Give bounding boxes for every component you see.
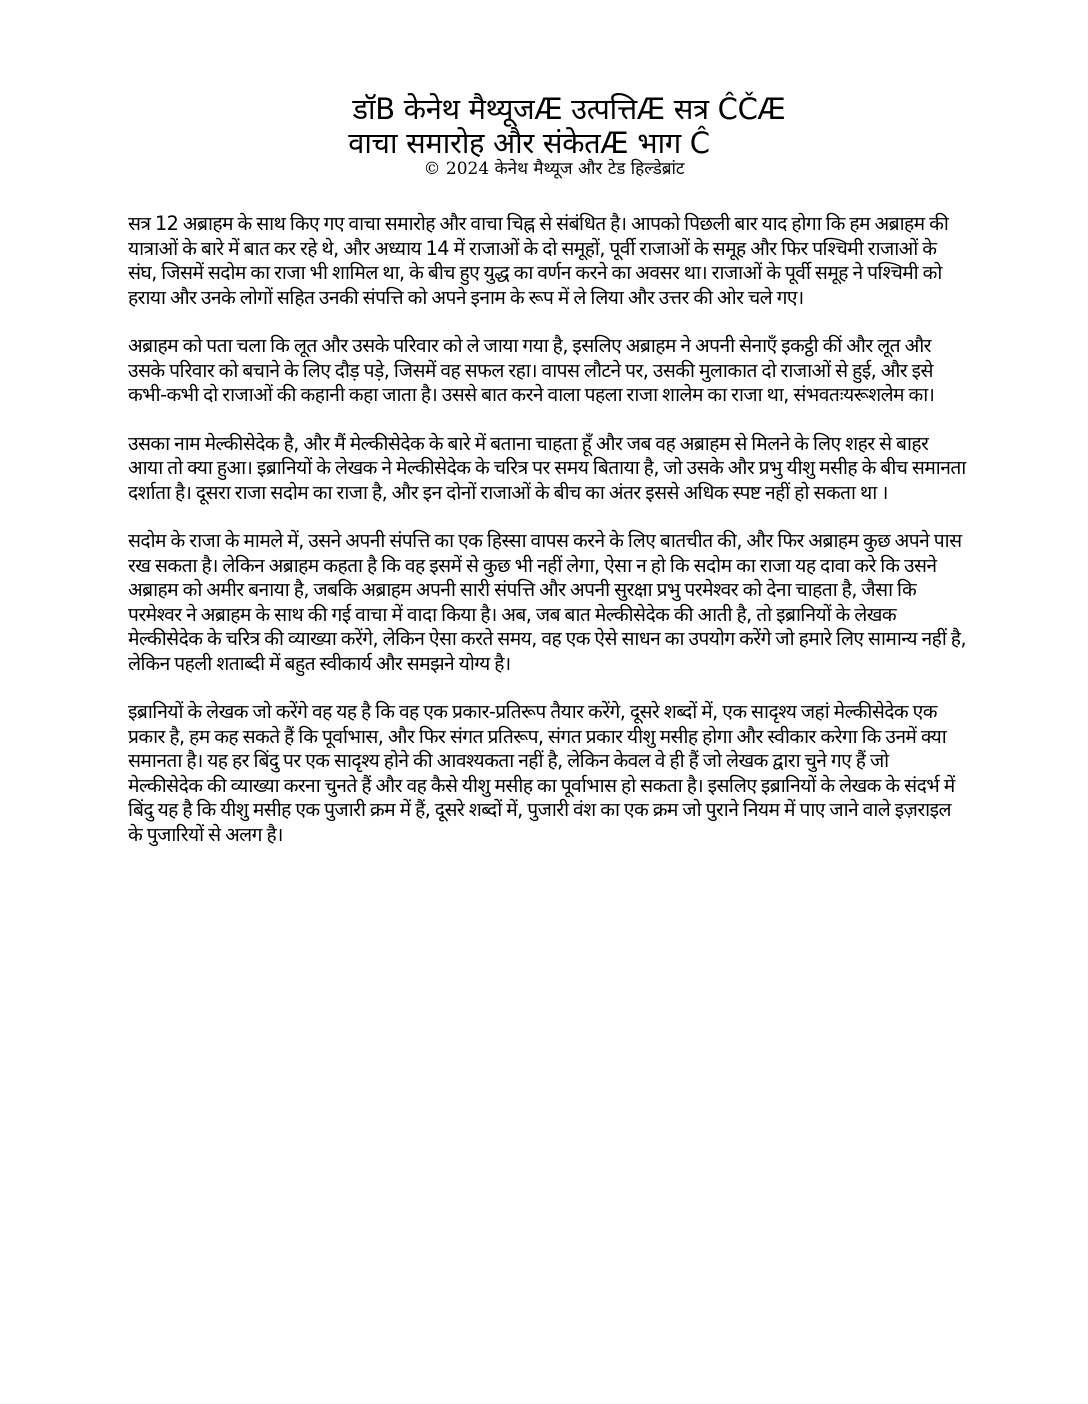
paragraph-3: उसका नाम मेल्कीसेदेक है, और मैं मेल्कीसेदेक के बारे में बताना चाहता हूँ और जब वह अब्राहम से मिलने के लिए शहर से बाहर आया तो क्या हुआ। इब्रानियों के लेखक ने मेल्कीसेदेक के चरित्र पर समय बिताया है, जो उसके और प्रभु यीशु मसीह के बीच समानता दर्शाता है। दूसरा राजा सदोम का राजा है, और इन दोनों राजाओं के बीच का अंतर इससे अधिक स्पष्ट नहीं हो सकता था ।: [128, 431, 966, 504]
document-title-line-2: वाचा समारोह और संकेतÆ भाग Ĉ: [348, 126, 710, 160]
document-title-line-1: डॉB केनेथ मैथ्यूजÆ उत्पत्तिÆ सत्र ĈČÆ: [352, 92, 786, 126]
paragraph-5: इब्रानियों के लेखक जो करेंगे वह यह है कि वह एक प्रकार-प्रतिरूप तैयार करेंगे, दूसरे शब्दों में, एक सादृश्य जहां मेल्कीसेदेक एक प्रकार है, हम कह सकते हैं कि पूर्वाभास, और फिर संगत प्रतिरूप, संगत प्रकार यीशु मसीह होगा और स्वीकार करेगा कि उनमें क्या समानता है। यह हर बिंदु पर एक सादृश्य होने की आवश्यकता नहीं है, लेकिन केवल वे ही हैं जो लेखक द्वारा चुने गए हैं जो मेल्कीसेदेक की व्याख्या करना चुनते हैं और वह कैसे यीशु मसीह का पूर्वाभास हो सकता है। इसलिए इब्रानियों के लेखक के संदर्भ में बिंदु यह है कि यीशु मसीह एक पुजारी क्रम में हैं, दूसरे शब्दों में, पुजारी वंश का एक क्रम जो पुराने नियम में पाए जाने वाले इज़राइल के पुजारियों से अलग है।: [128, 700, 955, 846]
copyright-notice: © 2024 केनेथ मैथ्यूज और टेड हिल्डेब्रांट: [423, 159, 685, 179]
paragraph-2: अब्राहम को पता चला कि लूत और उसके परिवार को ले जाया गया है, इसलिए अब्राहम ने अपनी सेनाएँ इकट्ठी कीं और लूत और उसके परिवार को बचाने के लिए दौड़ पड़े, जिसमें वह सफल रहा। वापस लौटने पर, उसकी मुलाकात दो राजाओं से हुई, और इसे कभी-कभी दो राजाओं की कहानी कहा जाता है। उससे बात करने वाला पहला राजा शालेम का राजा था, संभवतःयरूशलेम का।: [128, 334, 935, 406]
document-body: [128, 212, 966, 871]
paragraph-4: सदोम के राजा के मामले में, उसने अपनी संपत्ति का एक हिस्सा वापस करने के लिए बातचीत की, और फिर अब्राहम कुछ अपने पास रख सकता है। लेकिन अब्राहम कहता है कि वह इसमें से कुछ भी नहीं लेगा, ऐसा न हो कि सदोम का राजा यह दावा करे कि उसने अब्राहम को अमीर बनाया है, जबकि अब्राहम अपनी सारी संपत्ति और अपनी सुरक्षा प्रभु परमेश्वर को देना चाहता है, जैसा कि परमेश्वर ने अब्राहम के साथ की गई वाचा में वादा किया है। अब, जब बात मेल्कीसेदेक की आती है, तो इब्रानियों के लेखक मेल्कीसेदेक के चरित्र की व्याख्या करेंगे, लेकिन ऐसा करते समय, वह एक ऐसे साधन का उपयोग करेंगे जो हमारे लिए सामान्य नहीं है, लेकिन पहली शताब्दी में बहुत स्वीकार्य और समझने योग्य है।: [128, 529, 966, 675]
title-block: [0, 92, 1088, 180]
paragraph-1: सत्र 12 अब्राहम के साथ किए गए वाचा समारोह और वाचा चिह्न से संबंधित है। आपको पिछली बार याद होगा कि हम अब्राहम की यात्राओं के बारे में बात कर रहे थे, और अध्याय 14 में राजाओं के दो समूहों, पूर्वी राजाओं के समूह और फिर पश्चिमी राजाओं के संघ, जिसमें सदोम का राजा भी शामिल था, के बीच हुए युद्ध का वर्णन करने का अवसर था। राजाओं के पूर्वी समूह ने पश्चिमी को हराया और उनके लोगों सहित उनकी संपत्ति को अपने इनाम के रूप में ले लिया और उत्तर की ओर चले गए।: [128, 212, 949, 309]
